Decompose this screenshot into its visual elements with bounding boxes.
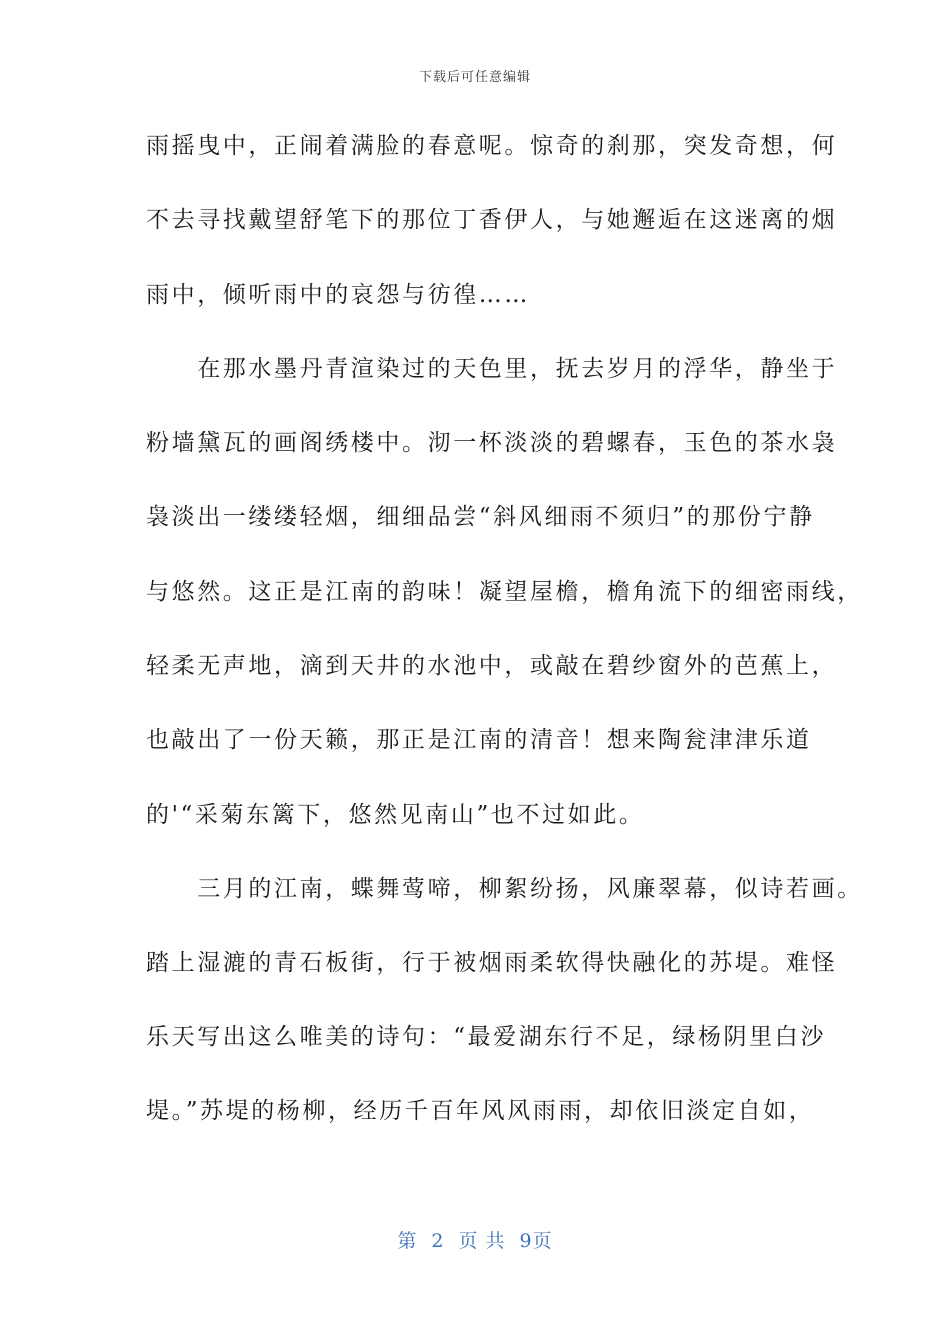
text-line: 乐天写出这么唯美的诗句：“最爱湖东行不足，绿杨阴里白沙: [146, 1024, 826, 1050]
text-line: 雨摇曳中，正闹着满脸的春意呢。惊奇的刹那，突发奇想，何: [146, 133, 838, 159]
page-footer: [0, 1226, 950, 1253]
text-line: 与悠然。这正是江南的韵味！凝望屋檐，檐角流下的细密雨线，: [146, 579, 863, 605]
text-line: 袅淡出一缕缕轻烟，细细品尝“斜风细雨不须归”的那份宁静: [146, 504, 815, 530]
text-line: 雨中，倾听雨中的哀怨与彷徨……: [146, 282, 530, 308]
text-line: 的'“采菊东篱下，悠然见南山”也不过如此。: [146, 802, 645, 828]
text-line: 也敲出了一份天籁，那正是江南的清音！想来陶瓮津津乐道: [146, 727, 812, 753]
total-page-count: 9: [519, 1230, 533, 1252]
footer-suffix: 页: [532, 1230, 553, 1252]
text-line: 粉墙黛瓦的画阁绣楼中。沏一杯淡淡的碧螺春，玉色的茶水袅: [146, 430, 838, 456]
footer-middle: 页 共: [458, 1230, 506, 1252]
text-line: 在那水墨丹青渲染过的天色里，抚去岁月的浮华，静坐于: [146, 356, 838, 382]
footer-prefix: 第: [397, 1230, 418, 1252]
current-page-number: 2: [431, 1230, 445, 1252]
text-line: 踏上湿漉的青石板街，行于被烟雨柔软得快融化的苏堤。难怪: [146, 950, 838, 976]
text-line: 三月的江南，蝶舞莺啼，柳絮纷扬，风廉翠幕，似诗若画。: [146, 876, 863, 902]
download-note: 下载后可任意编辑: [418, 70, 531, 85]
text-line: 不去寻找戴望舒笔下的那位丁香伊人，与她邂逅在这迷离的烟: [146, 207, 838, 233]
text-line: 堤。”苏堤的杨柳，经历千百年风风雨雨，却依旧淡定自如，: [146, 1098, 815, 1124]
text-line: 轻柔无声地，滴到天井的水池中，或敲在碧纱窗外的芭蕉上，: [146, 653, 838, 679]
